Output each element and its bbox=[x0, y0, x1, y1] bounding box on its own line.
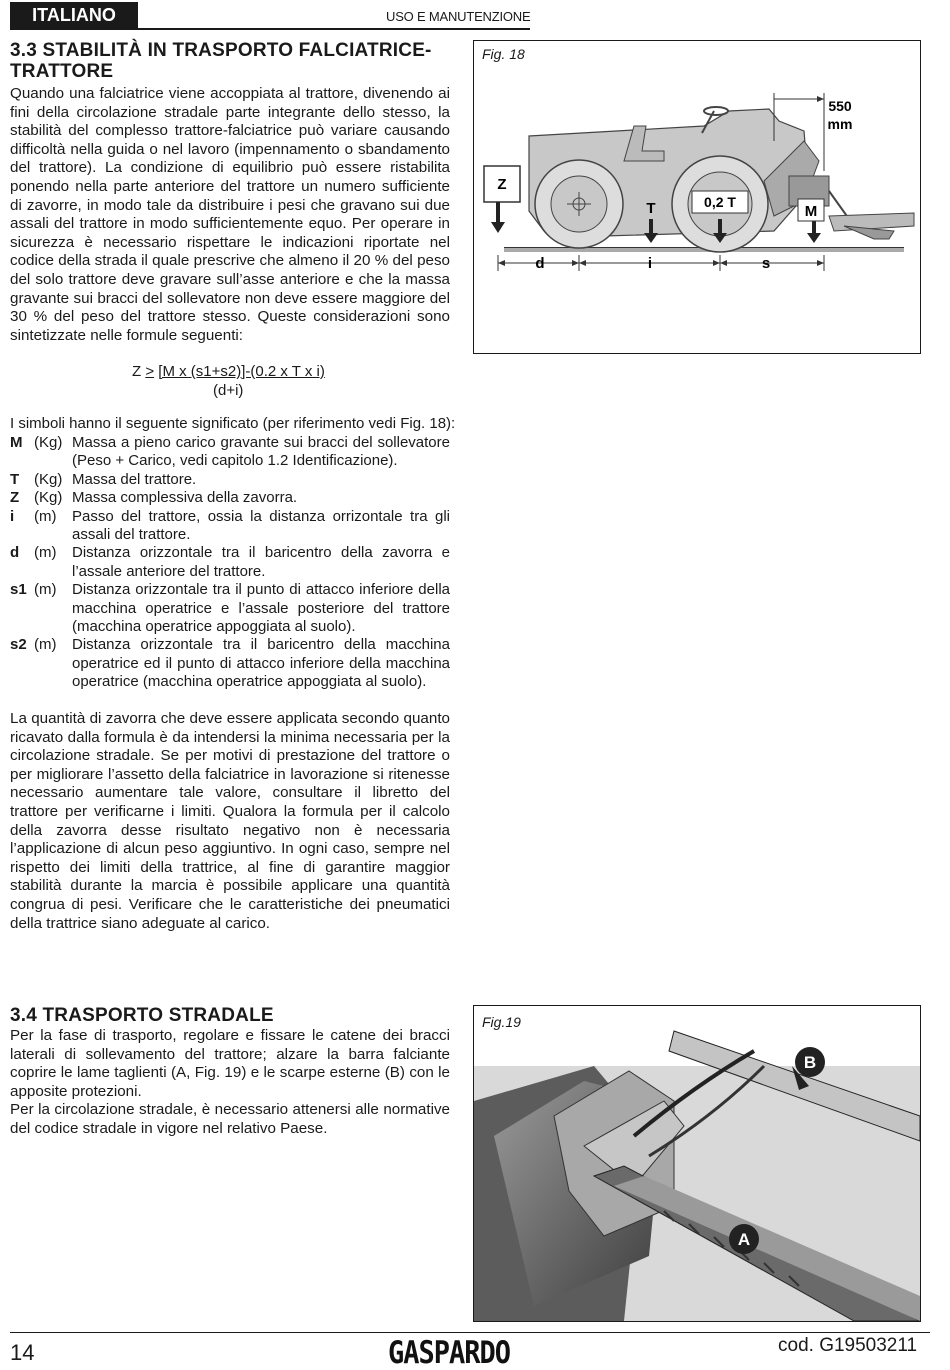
section-3-4-body-1: Per la fase di trasporto, regolare e fissare le catene dei bracci laterali di sollevamento del trattore; alzare la barra falciante coprire le lame taglienti (A, Fig. 19) e le scarpe esterne (B) con le apposite protezioni. bbox=[10, 1027, 450, 1100]
section-3-3 bbox=[10, 40, 450, 345]
fig-18-t: T bbox=[646, 200, 656, 217]
symbol-unit: (m) bbox=[34, 507, 57, 525]
symbol-row bbox=[10, 434, 450, 471]
fig-19-callout-b: B bbox=[803, 1053, 817, 1072]
symbols-list bbox=[10, 434, 450, 692]
formula-left: Z bbox=[132, 363, 146, 380]
ballast-paragraph: La quantità di zavorra che deve essere applicata secondo quanto ricavato dalla formula è da intendersi la minima necessaria per la circolazione stradale. Se per motivi di prestazione del trattore o per migliorare l’assetto della falciatrice in lavorazione si ritenesse necessario aumentare tale valore, consultare il libretto del trattore per verificarne i limiti. Qualora la formula per il calcolo della zavorra desse risultato negativo non è necessaria l’applicazione di alcun peso aggiuntivo. In ogni caso, sempre nel rispetto dei limiti della trattrice, al fine di garantire maggior stabilità durante la marcia è possibile applicare una quantità congrua di pesi. Verificare che le caratteristiche dei pneumatici della trattrice siano adeguate al carico. bbox=[10, 710, 450, 932]
symbol-unit: (m) bbox=[34, 636, 57, 654]
section-3-4-title: 3.4 TRASPORTO STRADALE bbox=[10, 1005, 274, 1026]
fig-19-photo bbox=[474, 1006, 920, 1321]
formula-geq: > bbox=[145, 363, 155, 380]
symbol: Z bbox=[10, 489, 20, 507]
fig-18-i: i bbox=[647, 255, 653, 272]
formula-denominator: (d+i) bbox=[213, 382, 244, 399]
symbol-row bbox=[10, 544, 450, 581]
section-title: 3.3 STABILITÀ IN TRASPORTO FALCIATRICE-TRATTORE bbox=[10, 40, 432, 82]
symbol-description: Massa a pieno carico gravante sui bracci del sollevatore (Peso + Carico, vedi capitolo 1.2 Identificazione). bbox=[72, 434, 450, 470]
footer-rule bbox=[10, 1332, 930, 1333]
fig-18-z: Z bbox=[497, 176, 507, 193]
fig-18-dim-value: 550 bbox=[828, 98, 852, 114]
symbol-description: Distanza orizzontale tra il baricentro della macchina operatrice ed il punto di attacco inferiore della macchina operatrice (macchina operatrice appoggiata al suolo). bbox=[72, 636, 450, 691]
symbol-row bbox=[10, 471, 450, 489]
fig-18-m: M bbox=[804, 203, 818, 220]
symbol-row bbox=[10, 581, 450, 636]
section-header: USO E MANUTENZIONE bbox=[386, 9, 531, 24]
symbol-description: Massa del trattore. bbox=[72, 470, 197, 488]
symbol: s2 bbox=[10, 636, 27, 654]
symbol: T bbox=[10, 470, 20, 488]
document-code: cod. G19503211 bbox=[778, 1335, 918, 1356]
brand-text: GASPARDO bbox=[388, 1334, 510, 1364]
symbol-unit: (m) bbox=[34, 581, 57, 599]
symbol-description: Distanza orizzontale tra il baricentro della zavorra e l’assale anteriore del trattore. bbox=[72, 544, 450, 580]
fig-18-diagram bbox=[474, 41, 920, 353]
language-tab: ITALIANO bbox=[10, 2, 138, 28]
symbol-row bbox=[10, 489, 450, 507]
formula-numerator: [M x (s1+s2)]-(0.2 x T x i) bbox=[158, 363, 325, 380]
fig-19-callout-a: A bbox=[737, 1230, 751, 1249]
formula bbox=[132, 362, 325, 381]
section-3-4-body-2: Per la circolazione stradale, è necessario attenersi alle normative del codice stradale in vigore nel relativo Paese. bbox=[10, 1101, 450, 1137]
section-body: Quando una falciatrice viene accoppiata al trattore, divenendo ai fini della circolazione stradale parte integrante dello stesso, la stabilità del complesso trattore-falciatrice può variare causando difficoltà nella guida o nel lavoro (impennamento o sbandamento del trattore). La condizione di equilibrio può essere ristabilita ponendo nella parte anteriore del trattore un numero sufficiente di zavorre, in modo tale da distribuire i pesi che gravano sui due assali del trattore in modo sufficientemente equo. Per operare in sicurezza è necessario rispettare le indicazioni riportate nel codice della strada il quale prescrive che almeno il 20 % del peso del solo trattore deve gravare sull’asse anteriore e che la massa gravante sui bracci del sollevatore non deve essere maggiore del 30 % del peso del trattore stesso. Queste considerazioni sono sintetizzate nelle formule seguenti: bbox=[10, 85, 450, 344]
symbol-row bbox=[10, 508, 450, 545]
symbol-unit: (Kg) bbox=[34, 434, 63, 451]
symbol-unit: (Kg) bbox=[34, 489, 63, 507]
brand-logo bbox=[388, 1334, 528, 1369]
fig-18-d: d bbox=[535, 255, 545, 272]
symbol: s1 bbox=[10, 581, 27, 599]
symbol-description: Massa complessiva della zavorra. bbox=[72, 489, 298, 507]
symbol: d bbox=[10, 544, 20, 562]
fig-18-dim-unit: mm bbox=[827, 116, 853, 132]
symbol-row bbox=[10, 636, 450, 691]
section-3-4 bbox=[10, 1005, 450, 1139]
symbols-intro: I simboli hanno il seguente significato (per riferimento vedi Fig. 18): bbox=[10, 415, 456, 432]
symbol-description: Distanza orizzontale tra il punto di attacco inferiore della macchina operatrice e l’assale posteriore del trattore (macchina operatrice appoggiata al suolo). bbox=[72, 581, 450, 636]
symbol-unit: (m) bbox=[34, 544, 57, 562]
fig-19-label: Fig.19 bbox=[482, 1014, 521, 1030]
fig-18-label: Fig. 18 bbox=[482, 46, 525, 62]
symbol-description: Passo del trattore, ossia la distanza orrizontale tra gli assali del trattore. bbox=[72, 507, 450, 544]
page-number: 14 bbox=[10, 1340, 35, 1365]
header-rule bbox=[10, 28, 530, 30]
symbol: M bbox=[10, 434, 23, 451]
symbol-unit: (Kg) bbox=[34, 470, 63, 488]
fig-18-box bbox=[473, 40, 921, 354]
fig-18-02t: 0,2 T bbox=[704, 194, 736, 210]
symbol: i bbox=[10, 507, 15, 525]
fig-18-s: s bbox=[761, 255, 771, 272]
fig-19-box bbox=[473, 1005, 921, 1322]
